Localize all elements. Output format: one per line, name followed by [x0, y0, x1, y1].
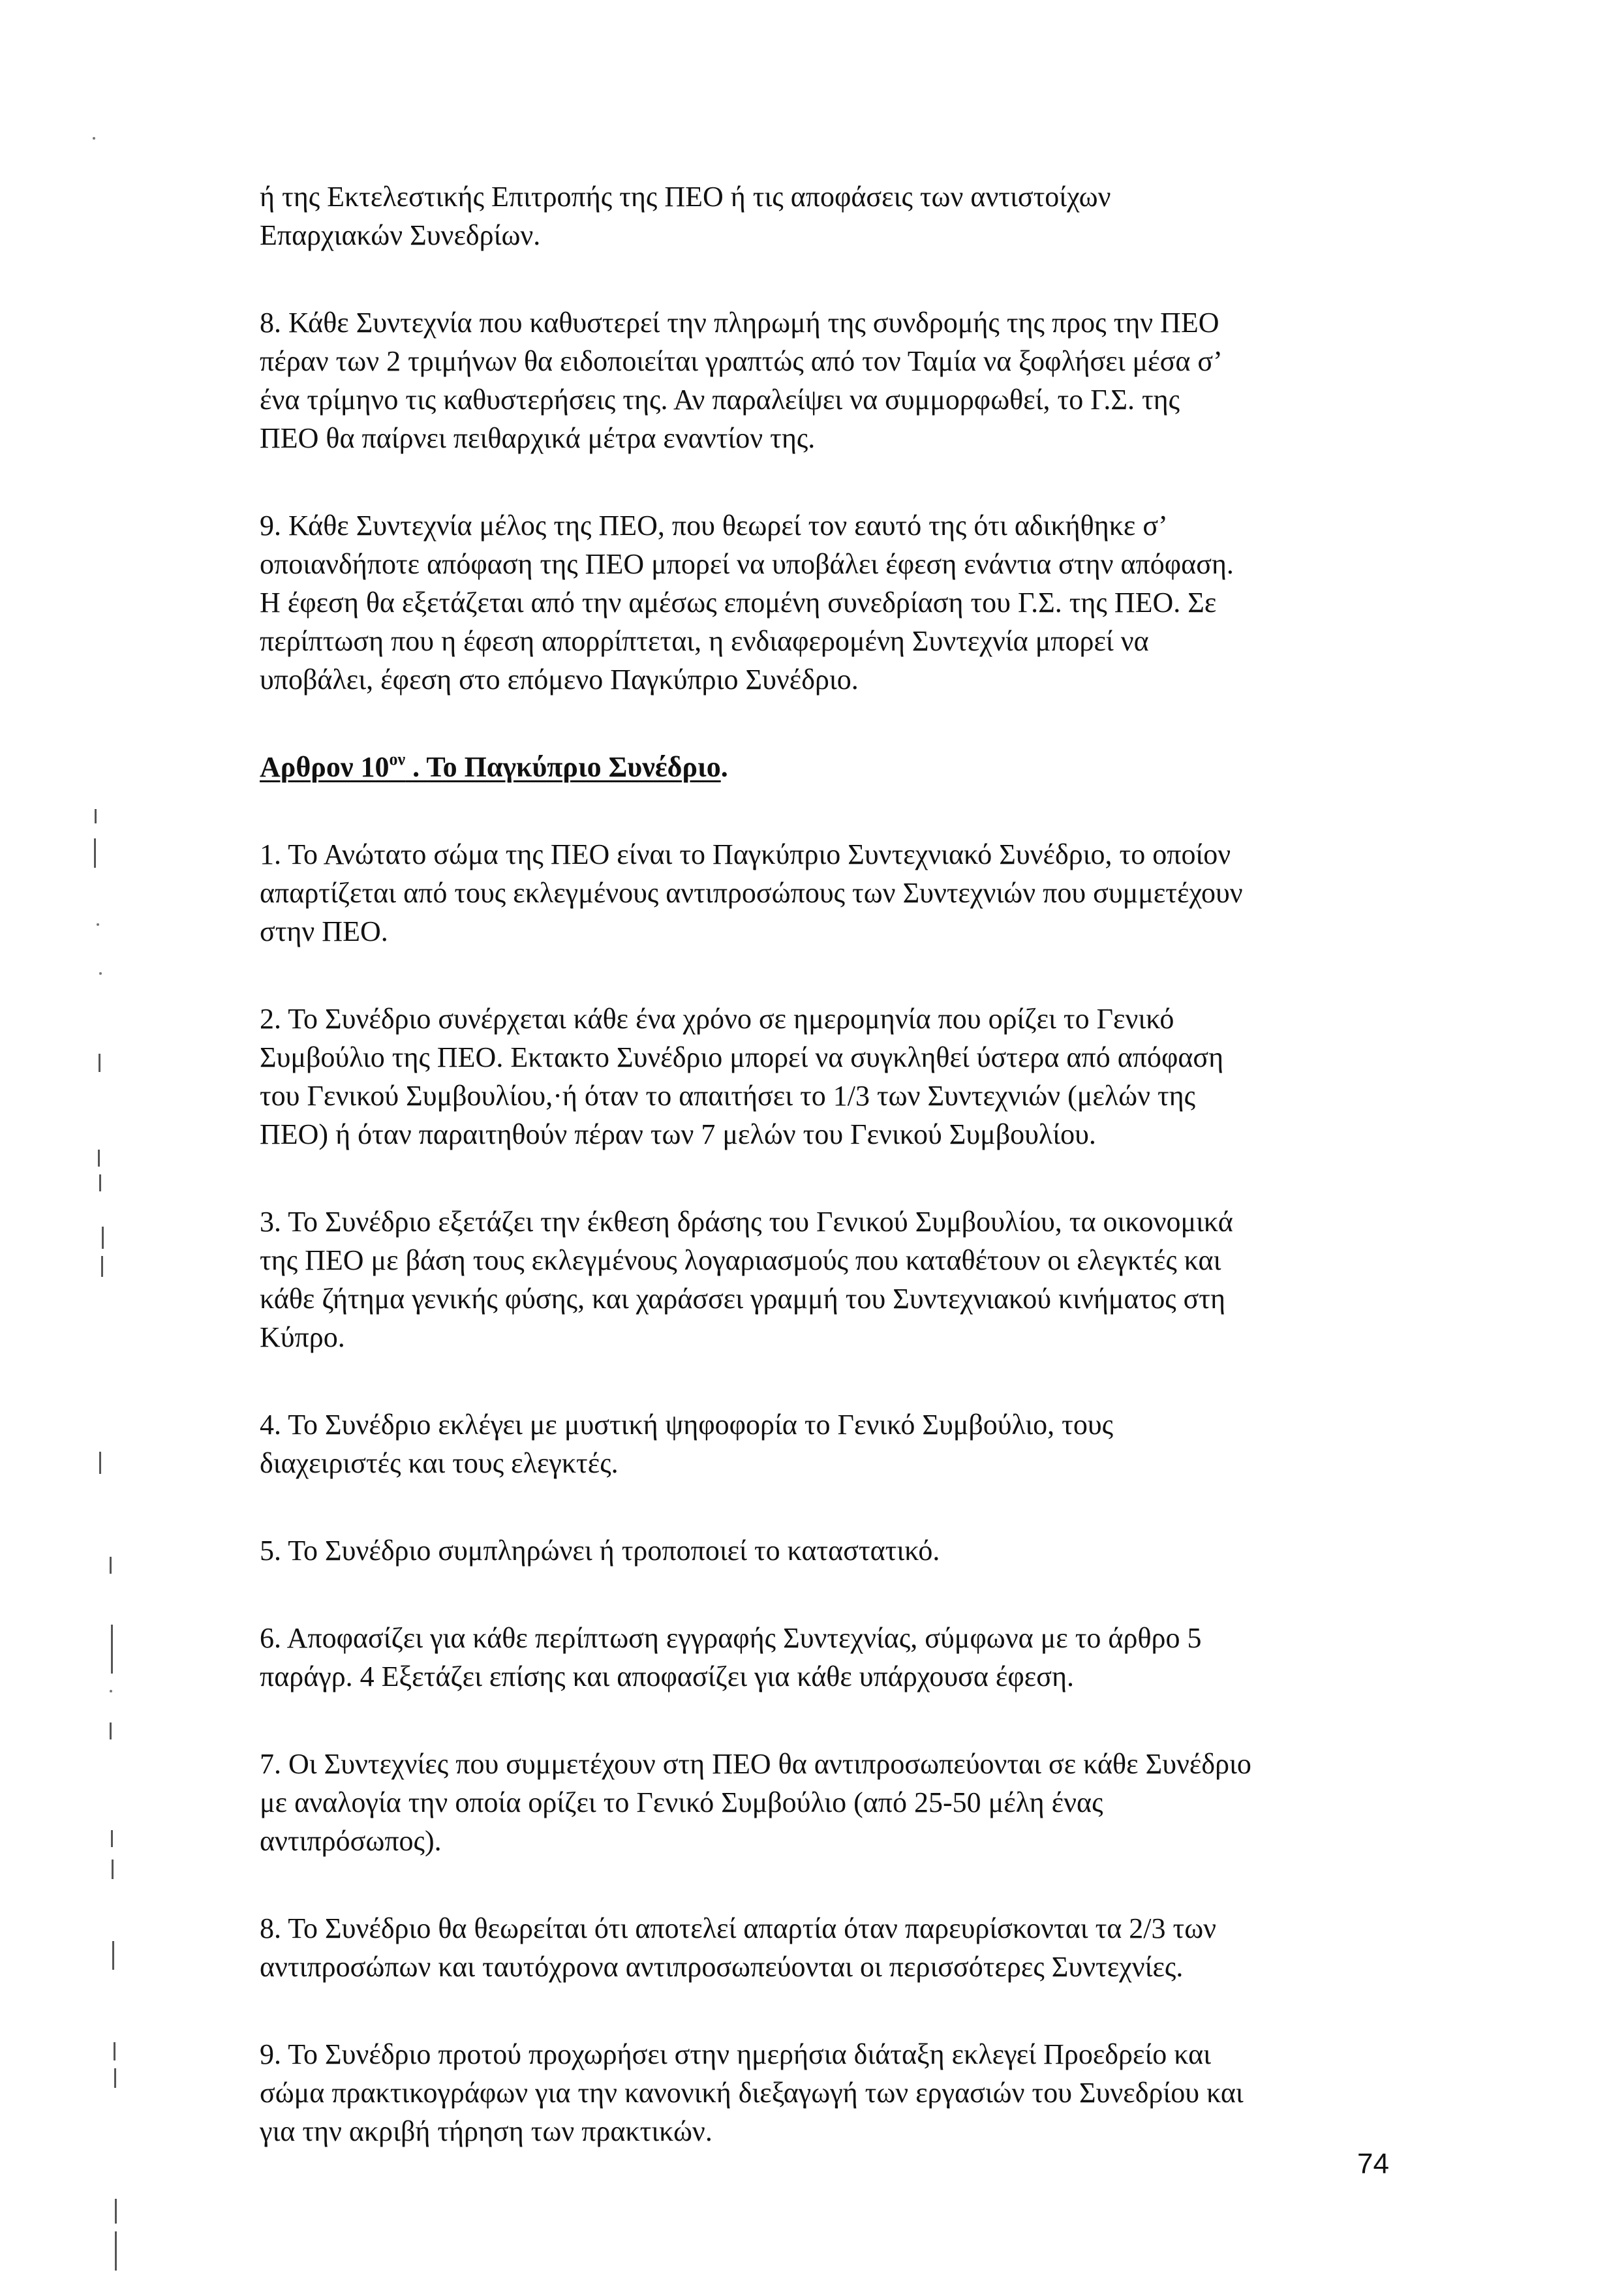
text-line: αντιπροσώπων και ταυτόχρονα αντιπροσωπεύονται οι περισσότερες Συντεχνίες.: [260, 1951, 1184, 1983]
heading-superscript: ον: [389, 750, 406, 769]
text-line: περίπτωση που η έφεση απορρίπτεται, η ενδιαφερομένη Συντεχνία μπορεί να: [260, 625, 1149, 657]
text-line: οποιανδήποτε απόφαση της ΠΕΟ μπορεί να υποβάλει έφεση ενάντια στην απόφαση.: [260, 548, 1234, 580]
article-item-4: [260, 1405, 1421, 1482]
scan-margin-mark: [95, 809, 97, 823]
article-item-2: [260, 1000, 1421, 1154]
scan-speck: [97, 923, 99, 926]
text-line: 5. Το Συνέδριο συμπληρώνει ή τροποποιεί το καταστατικό.: [260, 1535, 940, 1567]
text-line: 8. Κάθε Συντεχνία που καθυστερεί την πληρωμή της συνδρομής της προς την ΠΕΟ: [260, 307, 1219, 339]
scan-margin-mark: [99, 1054, 100, 1072]
scan-margin-mark: [101, 1256, 103, 1277]
text-line: σώμα πρακτικογράφων για την κανονική διεξαγωγή των εργασιών του Συνεδρίου και: [260, 2077, 1244, 2109]
text-line: της ΠΕΟ με βάση τους εκλεγμένους λογαριασμούς που καταθέτουν οι ελεγκτές και: [260, 1244, 1221, 1276]
scan-margin-mark: [114, 2068, 116, 2088]
text-line: του Γενικού Συμβουλίου,·ή όταν το απαιτήσει το 1/3 των Συντεχνιών (μελών της: [260, 1080, 1196, 1112]
text-line: διαχειριστές και τους ελεγκτές.: [260, 1447, 619, 1479]
text-line: παράγρ. 4 Εξετάζει επίσης και αποφασίζει για κάθε υπάρχουσα έφεση.: [260, 1661, 1075, 1692]
heading-suffix: .: [720, 751, 728, 783]
article-item-3: [260, 1202, 1421, 1356]
scan-margin-mark: [111, 1830, 113, 1847]
article-item-7: [260, 1745, 1421, 1860]
scan-margin-mark: [115, 2231, 117, 2271]
scan-margin-mark: [99, 1452, 101, 1474]
text-line: 3. Το Συνέδριο εξετάζει την έκθεση δράσης του Γενικού Συμβουλίου, τα οικονομικά: [260, 1206, 1233, 1238]
heading-underlined: [260, 751, 721, 783]
text-line: 7. Οι Συντεχνίες που συμμετέχουν στη ΠΕΟ θα αντιπροσωπεύονται σε κάθε Συνέδριο: [260, 1748, 1251, 1780]
text-line: κάθε ζήτημα γενικής φύσης, και χαράσσει γραμμή του Συντεχνιακού κινήματος στη: [260, 1283, 1226, 1315]
text-line: Συμβούλιο της ΠΕΟ. Εκτακτο Συνέδριο μπορεί να συγκληθεί ύστερα από απόφαση: [260, 1041, 1224, 1073]
scan-speck: [110, 1690, 112, 1692]
heading-prefix: Αρθρον 10: [260, 751, 390, 783]
text-line: με αναλογία την οποία ορίζει το Γενικό Συμβούλιο (από 25-50 μέλη ένας: [260, 1786, 1103, 1818]
scan-margin-mark: [112, 1860, 114, 1879]
article-item-6: [260, 1619, 1421, 1696]
text-line: 4. Το Συνέδριο εκλέγει με μυστική ψηφοφορία το Γενικό Συμβούλιο, τους: [260, 1409, 1114, 1441]
text-line: 1. Το Ανώτατο σώμα της ΠΕΟ είναι το Παγκύπριο Συντεχνιακό Συνέδριο, το οποίον: [260, 838, 1231, 870]
scan-margin-mark: [99, 1174, 101, 1191]
text-line: πέραν των 2 τριμήνων θα ειδοποιείται γραπτώς από τον Ταμία να ξοφλήσει μέσα σ’: [260, 345, 1223, 377]
scan-margin-mark: [115, 2199, 117, 2224]
scan-margin-mark: [110, 1557, 112, 1574]
text-line: στην ΠΕΟ.: [260, 915, 388, 947]
text-line: Επαρχιακών Συνεδρίων.: [260, 219, 541, 251]
text-line: ένα τρίμηνο τις καθυστερήσεις της. Αν παραλείψει να συμμορφωθεί, το Γ.Σ. της: [260, 384, 1180, 416]
article-item-8: [260, 1909, 1421, 1986]
text-line: για την ακριβή τήρηση των πρακτικών.: [260, 2115, 713, 2147]
text-line: Η έφεση θα εξετάζεται από την αμέσως επομένη συνεδρίαση του Γ.Σ. της ΠΕΟ. Σε: [260, 587, 1217, 619]
text-line: υποβάλει, έφεση στο επόμενο Παγκύπριο Συνέδριο.: [260, 664, 859, 696]
text-line: 6. Αποφασίζει για κάθε περίπτωση εγγραφής Συντεχνίας, σύμφωνα με το άρθρο 5: [260, 1622, 1202, 1654]
scan-margin-mark: [114, 2042, 115, 2060]
text-line: 9. Το Συνέδριο προτού προχωρήσει στην ημερήσια διάταξη εκλεγεί Προεδρείο και: [260, 2038, 1211, 2070]
text-line: ή της Εκτελεστικής Επιτροπής της ΠΕΟ ή τις αποφάσεις των αντιστοίχων: [260, 181, 1111, 213]
text-line: 2. Το Συνέδριο συνέρχεται κάθε ένα χρόνο σε ημερομηνία που ορίζει το Γενικό: [260, 1003, 1174, 1035]
text-line: ΠΕΟ) ή όταν παραιτηθούν πέραν των 7 μελών του Γενικού Συμβουλίου.: [260, 1118, 1096, 1150]
text-line: αντιπρόσωπος).: [260, 1825, 442, 1857]
article-item-1: [260, 835, 1421, 951]
text-line: Κύπρο.: [260, 1321, 345, 1353]
text-line: 9. Κάθε Συντεχνία μέλος της ΠΕΟ, που θεωρεί τον εαυτό της ότι αδικήθηκε σ’: [260, 510, 1168, 542]
text-line: ΠΕΟ θα παίρνει πειθαρχικά μέτρα εναντίον της.: [260, 422, 816, 454]
scan-margin-mark: [110, 1722, 112, 1739]
page-number: 74: [1357, 2148, 1389, 2180]
article-heading: [260, 748, 1421, 786]
text-line: 8. Το Συνέδριο θα θεωρείται ότι αποτελεί απαρτία όταν παρευρίσκονται τα 2/3 των: [260, 1912, 1217, 1944]
heading-title: . Το Παγκύπριο Συνέδριο: [405, 751, 721, 783]
scan-margin-mark: [94, 838, 96, 868]
scan-margin-mark: [111, 1625, 113, 1674]
scan-margin-mark: [98, 1150, 100, 1167]
article-item-9: [260, 2035, 1421, 2151]
paragraph-8: [260, 303, 1421, 457]
scan-speck: [93, 137, 95, 140]
text-line: απαρτίζεται από τους εκλεγμένους αντιπροσώπους των Συντεχνιών που συμμετέχουν: [260, 877, 1243, 909]
document-body: [260, 177, 1421, 2199]
paragraph-continuation: [260, 177, 1421, 254]
article-item-5: [260, 1531, 1421, 1570]
paragraph-9: [260, 506, 1421, 699]
scan-margin-mark: [112, 1941, 114, 1970]
scan-margin-mark: [102, 1227, 104, 1249]
scan-speck: [99, 972, 102, 975]
